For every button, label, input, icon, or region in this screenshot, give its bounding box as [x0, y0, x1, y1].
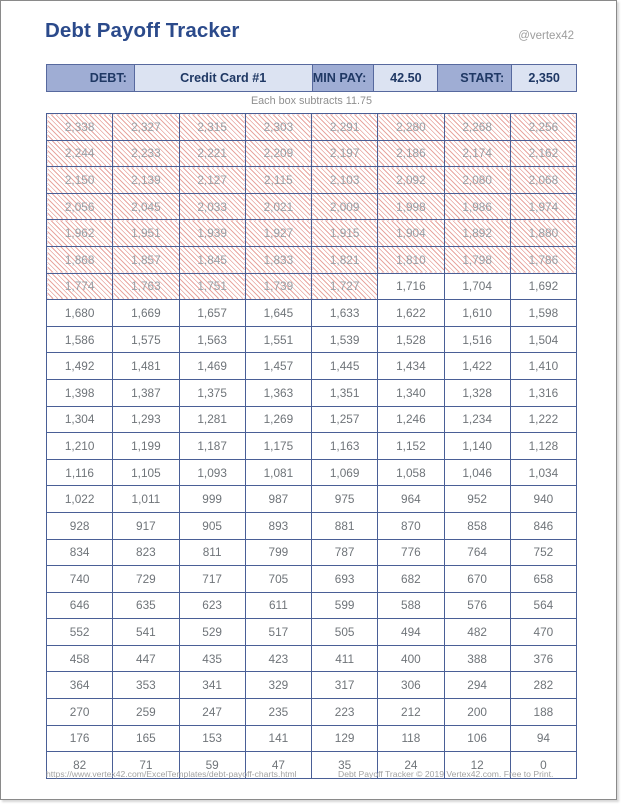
- grid-cell-paid[interactable]: 1,739: [245, 273, 311, 300]
- grid-cell[interactable]: 411: [312, 645, 378, 672]
- grid-cell[interactable]: 24: [378, 752, 444, 779]
- grid-cell[interactable]: 1,410: [510, 353, 576, 380]
- grid-row: [47, 512, 577, 539]
- title-row: [1, 19, 616, 53]
- grid-cell-paid[interactable]: 1,986: [444, 193, 510, 220]
- grid-cell[interactable]: 1,210: [47, 433, 113, 460]
- grid-row: [47, 486, 577, 513]
- grid-cell-paid[interactable]: 2,033: [179, 193, 245, 220]
- grid-cell[interactable]: 1,633: [312, 300, 378, 327]
- grid-cell[interactable]: 94: [510, 725, 576, 752]
- grid-row: [47, 246, 577, 273]
- grid-cell[interactable]: 1,645: [245, 300, 311, 327]
- grid-cell[interactable]: 1,657: [179, 300, 245, 327]
- grid-cell[interactable]: 1,093: [179, 459, 245, 486]
- grid-cell-paid[interactable]: 2,327: [113, 114, 179, 141]
- grid-row: [47, 167, 577, 194]
- grid-cell[interactable]: 1,692: [510, 273, 576, 300]
- grid-cell[interactable]: 940: [510, 486, 576, 513]
- grid-cell-paid[interactable]: 1,868: [47, 246, 113, 273]
- grid-cell[interactable]: 823: [113, 539, 179, 566]
- grid-cell[interactable]: 1,704: [444, 273, 510, 300]
- grid-cell[interactable]: 1,669: [113, 300, 179, 327]
- grid-cell[interactable]: 1,340: [378, 379, 444, 406]
- grid-cell[interactable]: 176: [47, 725, 113, 752]
- grid-cell[interactable]: 47: [245, 752, 311, 779]
- grid-cell[interactable]: 1,246: [378, 406, 444, 433]
- grid-cell[interactable]: 1,069: [312, 459, 378, 486]
- grid-cell-paid[interactable]: 1,951: [113, 220, 179, 247]
- grid-row: [47, 300, 577, 327]
- grid-cell[interactable]: 517: [245, 619, 311, 646]
- grid-cell[interactable]: 364: [47, 672, 113, 699]
- grid-cell-paid[interactable]: 2,256: [510, 114, 576, 141]
- grid-cell[interactable]: 12: [444, 752, 510, 779]
- grid-cell[interactable]: 470: [510, 619, 576, 646]
- grid-cell-paid[interactable]: 1,798: [444, 246, 510, 273]
- grid-cell-paid[interactable]: 1,880: [510, 220, 576, 247]
- grid-cell[interactable]: 329: [245, 672, 311, 699]
- grid-cell[interactable]: 188: [510, 699, 576, 726]
- grid-cell[interactable]: 811: [179, 539, 245, 566]
- grid-cell[interactable]: 1,610: [444, 300, 510, 327]
- grid-cell[interactable]: 1,445: [312, 353, 378, 380]
- grid-cell[interactable]: 1,434: [378, 353, 444, 380]
- grid-cell-paid[interactable]: 2,280: [378, 114, 444, 141]
- grid-cell[interactable]: 682: [378, 566, 444, 593]
- grid-cell[interactable]: 705: [245, 566, 311, 593]
- grid-cell[interactable]: 1,163: [312, 433, 378, 460]
- grid-cell[interactable]: 458: [47, 645, 113, 672]
- grid-cell[interactable]: 400: [378, 645, 444, 672]
- grid-cell[interactable]: 1,563: [179, 326, 245, 353]
- grid-cell[interactable]: 529: [179, 619, 245, 646]
- grid-cell[interactable]: 752: [510, 539, 576, 566]
- grid-cell[interactable]: 740: [47, 566, 113, 593]
- grid-cell-paid[interactable]: 2,068: [510, 167, 576, 194]
- grid-cell[interactable]: 928: [47, 512, 113, 539]
- grid-cell[interactable]: 905: [179, 512, 245, 539]
- grid-cell[interactable]: 1,269: [245, 406, 311, 433]
- grid-cell-paid[interactable]: 2,115: [245, 167, 311, 194]
- grid-row: [47, 379, 577, 406]
- grid-cell-paid[interactable]: 2,186: [378, 140, 444, 167]
- grid-row: [47, 592, 577, 619]
- grid-cell[interactable]: 282: [510, 672, 576, 699]
- grid-cell[interactable]: 1,528: [378, 326, 444, 353]
- grid-cell-paid[interactable]: 2,127: [179, 167, 245, 194]
- grid-cell[interactable]: 317: [312, 672, 378, 699]
- grid-cell[interactable]: 576: [444, 592, 510, 619]
- grid-cell[interactable]: 353: [113, 672, 179, 699]
- grid-cell[interactable]: 200: [444, 699, 510, 726]
- grid-cell-paid[interactable]: 1,751: [179, 273, 245, 300]
- grid-cell[interactable]: 1,187: [179, 433, 245, 460]
- grid-cell[interactable]: 1,011: [113, 486, 179, 513]
- grid-cell[interactable]: 1,222: [510, 406, 576, 433]
- grid-cell[interactable]: 846: [510, 512, 576, 539]
- grid-cell-paid[interactable]: 1,974: [510, 193, 576, 220]
- grid-cell-paid[interactable]: 2,315: [179, 114, 245, 141]
- grid-cell[interactable]: 1,504: [510, 326, 576, 353]
- grid-cell-paid[interactable]: 2,150: [47, 167, 113, 194]
- grid-cell[interactable]: 658: [510, 566, 576, 593]
- grid-cell[interactable]: 247: [179, 699, 245, 726]
- grid-cell-paid[interactable]: 1,833: [245, 246, 311, 273]
- grid-cell[interactable]: 1,116: [47, 459, 113, 486]
- grid-cell-paid[interactable]: 2,092: [378, 167, 444, 194]
- grid-cell[interactable]: 1,716: [378, 273, 444, 300]
- grid-cell[interactable]: 59: [179, 752, 245, 779]
- grid-cell[interactable]: 447: [113, 645, 179, 672]
- grid-row: [47, 406, 577, 433]
- grid-cell[interactable]: 494: [378, 619, 444, 646]
- grid-cell[interactable]: 1,022: [47, 486, 113, 513]
- grid-cell[interactable]: 588: [378, 592, 444, 619]
- grid-cell[interactable]: 858: [444, 512, 510, 539]
- grid-cell[interactable]: 376: [510, 645, 576, 672]
- grid-cell[interactable]: 893: [245, 512, 311, 539]
- grid-cell[interactable]: 999: [179, 486, 245, 513]
- grid-cell-paid[interactable]: 2,009: [312, 193, 378, 220]
- grid-cell[interactable]: 776: [378, 539, 444, 566]
- grid-cell[interactable]: 1,351: [312, 379, 378, 406]
- grid-cell[interactable]: 82: [47, 752, 113, 779]
- grid-cell[interactable]: 693: [312, 566, 378, 593]
- grid-cell[interactable]: 482: [444, 619, 510, 646]
- grid-cell-paid[interactable]: 2,244: [47, 140, 113, 167]
- grid-cell[interactable]: 870: [378, 512, 444, 539]
- grid-cell[interactable]: 1,175: [245, 433, 311, 460]
- grid-cell-paid[interactable]: 2,338: [47, 114, 113, 141]
- grid-cell-paid[interactable]: 2,303: [245, 114, 311, 141]
- grid-cell[interactable]: 799: [245, 539, 311, 566]
- grid-cell[interactable]: 1,492: [47, 353, 113, 380]
- grid-cell[interactable]: 1,140: [444, 433, 510, 460]
- grid-cell[interactable]: 259: [113, 699, 179, 726]
- grid-row: [47, 193, 577, 220]
- grid-cell-paid[interactable]: 1,786: [510, 246, 576, 273]
- grid-cell[interactable]: 564: [510, 592, 576, 619]
- grid-row: [47, 645, 577, 672]
- grid-cell[interactable]: 235: [245, 699, 311, 726]
- grid-cell[interactable]: 118: [378, 725, 444, 752]
- grid-row: [47, 140, 577, 167]
- grid-cell[interactable]: 1,387: [113, 379, 179, 406]
- grid-cell[interactable]: 1,516: [444, 326, 510, 353]
- grid-cell-paid[interactable]: 2,209: [245, 140, 311, 167]
- grid-cell[interactable]: 1,469: [179, 353, 245, 380]
- debt-info-band: [46, 64, 577, 92]
- grid-cell[interactable]: 1,034: [510, 459, 576, 486]
- grid-cell[interactable]: 599: [312, 592, 378, 619]
- grid-cell[interactable]: 1,422: [444, 353, 510, 380]
- grid-row: [47, 672, 577, 699]
- grid-cell[interactable]: 1,316: [510, 379, 576, 406]
- grid-cell[interactable]: 1,539: [312, 326, 378, 353]
- grid-cell[interactable]: 1,481: [113, 353, 179, 380]
- grid-cell[interactable]: 223: [312, 699, 378, 726]
- grid-cell[interactable]: 541: [113, 619, 179, 646]
- grid-cell[interactable]: 1,046: [444, 459, 510, 486]
- grid-cell[interactable]: 987: [245, 486, 311, 513]
- grid-cell[interactable]: 1,551: [245, 326, 311, 353]
- min-pay-input[interactable]: 42.50: [374, 65, 438, 91]
- grid-row: [47, 699, 577, 726]
- grid-cell[interactable]: 729: [113, 566, 179, 593]
- grid-cell-paid[interactable]: 1,998: [378, 193, 444, 220]
- grid-row: [47, 619, 577, 646]
- grid-cell[interactable]: 787: [312, 539, 378, 566]
- grid-cell[interactable]: 717: [179, 566, 245, 593]
- grid-cell[interactable]: 917: [113, 512, 179, 539]
- grid-cell-paid[interactable]: 1,857: [113, 246, 179, 273]
- vertex42-watermark: @vertex42: [518, 30, 574, 42]
- grid-cell-paid[interactable]: 1,763: [113, 273, 179, 300]
- grid-cell[interactable]: 71: [113, 752, 179, 779]
- grid-cell[interactable]: 35: [312, 752, 378, 779]
- grid-cell-paid[interactable]: 2,174: [444, 140, 510, 167]
- debt-label: DEBT:: [47, 65, 135, 91]
- min-pay-label: MIN PAY:: [313, 65, 375, 91]
- grid-cell[interactable]: 341: [179, 672, 245, 699]
- footer-url[interactable]: https://www.vertex42.com/ExcelTemplates/debt-payoff-charts.html: [46, 769, 297, 779]
- grid-cell[interactable]: 1,375: [179, 379, 245, 406]
- grid-cell[interactable]: 129: [312, 725, 378, 752]
- grid-row: [47, 433, 577, 460]
- grid-cell[interactable]: 270: [47, 699, 113, 726]
- grid-cell[interactable]: 635: [113, 592, 179, 619]
- grid-cell[interactable]: 646: [47, 592, 113, 619]
- grid-cell-paid[interactable]: 1,821: [312, 246, 378, 273]
- grid-cell[interactable]: 975: [312, 486, 378, 513]
- grid-cell[interactable]: 611: [245, 592, 311, 619]
- grid-row: [47, 114, 577, 141]
- grid-cell-paid[interactable]: 2,291: [312, 114, 378, 141]
- grid-cell-paid[interactable]: 1,845: [179, 246, 245, 273]
- grid-cell-paid[interactable]: 2,233: [113, 140, 179, 167]
- grid-cell-paid[interactable]: 2,268: [444, 114, 510, 141]
- grid-cell[interactable]: 764: [444, 539, 510, 566]
- grid-cell[interactable]: 1,152: [378, 433, 444, 460]
- grid-cell[interactable]: 435: [179, 645, 245, 672]
- grid-cell[interactable]: 964: [378, 486, 444, 513]
- grid-cell-paid[interactable]: 1,892: [444, 220, 510, 247]
- grid-cell[interactable]: 623: [179, 592, 245, 619]
- grid-cell[interactable]: 106: [444, 725, 510, 752]
- grid-cell[interactable]: 294: [444, 672, 510, 699]
- grid-cell[interactable]: 1,304: [47, 406, 113, 433]
- grid-row: [47, 566, 577, 593]
- grid-cell-paid[interactable]: 1,927: [245, 220, 311, 247]
- grid-row: [47, 353, 577, 380]
- grid-cell[interactable]: 1,081: [245, 459, 311, 486]
- grid-cell[interactable]: 423: [245, 645, 311, 672]
- grid-cell-paid[interactable]: 2,021: [245, 193, 311, 220]
- grid-cell[interactable]: 1,105: [113, 459, 179, 486]
- grid-cell-paid[interactable]: 1,904: [378, 220, 444, 247]
- grid-cell[interactable]: 881: [312, 512, 378, 539]
- start-balance-input[interactable]: 2,350: [512, 65, 576, 91]
- grid-cell[interactable]: 212: [378, 699, 444, 726]
- grid-cell[interactable]: 1,398: [47, 379, 113, 406]
- grid-cell-paid[interactable]: 2,139: [113, 167, 179, 194]
- grid-cell[interactable]: 388: [444, 645, 510, 672]
- grid-row: [47, 459, 577, 486]
- grid-cell[interactable]: 306: [378, 672, 444, 699]
- grid-cell-paid[interactable]: 2,045: [113, 193, 179, 220]
- grid-cell[interactable]: 1,363: [245, 379, 311, 406]
- grid-row: [47, 220, 577, 247]
- grid-cell[interactable]: 505: [312, 619, 378, 646]
- grid-cell[interactable]: 1,598: [510, 300, 576, 327]
- grid-cell[interactable]: 1,575: [113, 326, 179, 353]
- subtract-note: Each box subtracts 11.75: [250, 95, 373, 107]
- grid-cell[interactable]: 1,281: [179, 406, 245, 433]
- grid-cell[interactable]: 1,457: [245, 353, 311, 380]
- debt-name-input[interactable]: Credit Card #1: [135, 65, 313, 91]
- footer: [1, 769, 616, 783]
- grid-cell[interactable]: 1,199: [113, 433, 179, 460]
- grid-cell[interactable]: 1,128: [510, 433, 576, 460]
- grid-cell[interactable]: 1,586: [47, 326, 113, 353]
- grid-cell[interactable]: 1,234: [444, 406, 510, 433]
- grid-row: [47, 326, 577, 353]
- grid-cell[interactable]: 165: [113, 725, 179, 752]
- page-title: Debt Payoff Tracker: [45, 19, 240, 42]
- grid-cell-paid[interactable]: 2,056: [47, 193, 113, 220]
- grid-cell-paid[interactable]: 1,962: [47, 220, 113, 247]
- grid-cell[interactable]: 1,622: [378, 300, 444, 327]
- grid-cell-paid[interactable]: 2,080: [444, 167, 510, 194]
- grid-cell-paid[interactable]: 1,915: [312, 220, 378, 247]
- grid-cell-paid[interactable]: 2,221: [179, 140, 245, 167]
- grid-cell-paid[interactable]: 1,774: [47, 273, 113, 300]
- grid-cell[interactable]: 1,257: [312, 406, 378, 433]
- grid-cell[interactable]: 834: [47, 539, 113, 566]
- grid-cell-paid[interactable]: 2,162: [510, 140, 576, 167]
- grid-cell[interactable]: 1,680: [47, 300, 113, 327]
- payoff-grid: [46, 113, 577, 779]
- grid-row: [47, 725, 577, 752]
- grid-cell-paid[interactable]: 1,727: [312, 273, 378, 300]
- grid-row: [47, 273, 577, 300]
- start-label: START:: [438, 65, 512, 91]
- grid-cell[interactable]: 1,328: [444, 379, 510, 406]
- grid-cell[interactable]: 952: [444, 486, 510, 513]
- grid-cell[interactable]: 153: [179, 725, 245, 752]
- grid-cell-paid[interactable]: 2,197: [312, 140, 378, 167]
- grid-cell[interactable]: 1,058: [378, 459, 444, 486]
- grid-cell[interactable]: 1,293: [113, 406, 179, 433]
- grid-row: [47, 539, 577, 566]
- grid-cell-paid[interactable]: 1,810: [378, 246, 444, 273]
- grid-cell[interactable]: 552: [47, 619, 113, 646]
- grid-cell[interactable]: 0: [510, 752, 576, 779]
- grid-cell[interactable]: 141: [245, 725, 311, 752]
- grid-cell[interactable]: 670: [444, 566, 510, 593]
- grid-cell-paid[interactable]: 2,103: [312, 167, 378, 194]
- grid-cell-paid[interactable]: 1,939: [179, 220, 245, 247]
- footer-copyright: Debt Payoff Tracker © 2019 Vertex42.com. Free to Print.: [338, 769, 554, 779]
